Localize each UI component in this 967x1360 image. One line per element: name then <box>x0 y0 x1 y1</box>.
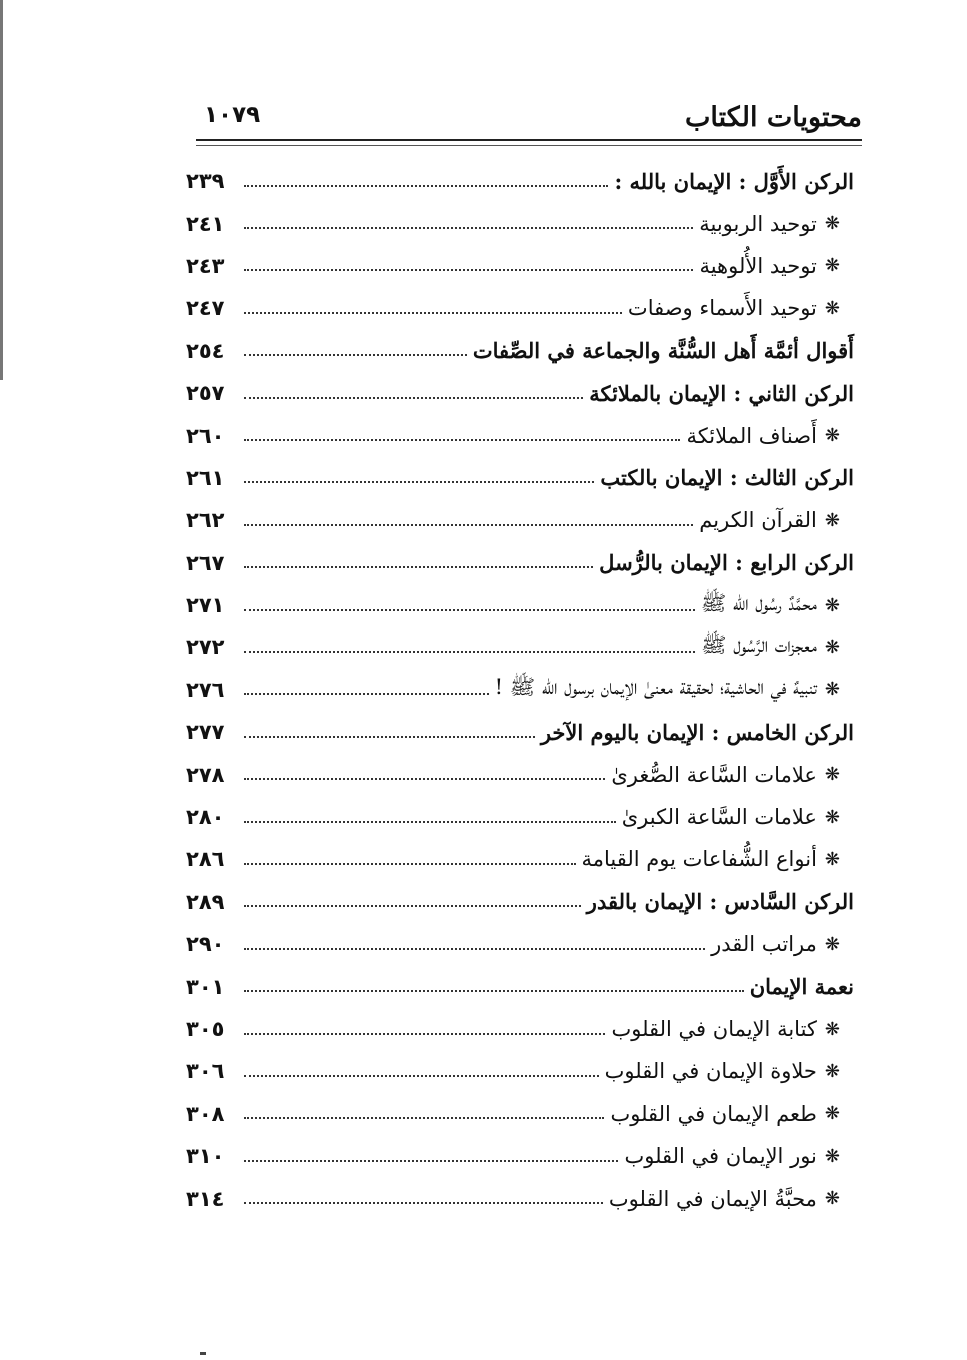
dot-leader <box>244 862 576 865</box>
toc-entry-title-text: مراتب القدر <box>711 932 817 957</box>
toc-entry-title-text: أَصناف الملائكة <box>686 423 817 448</box>
toc-entry-title-text: تنبيهٌ في الحاشية؛ لحقيقة معنىٰ الإيمان برسول الله ﷺ ! <box>494 675 817 700</box>
toc-entry-title-text: الركن الخامس : <box>704 719 854 745</box>
toc-entry-title-text: الركن السَّادس : <box>702 889 854 915</box>
toc-entry-title <box>541 720 854 745</box>
toc-entry <box>186 753 854 795</box>
toc-entry-title <box>624 1144 816 1168</box>
dot-leader <box>244 523 693 526</box>
toc-entry <box>186 923 854 965</box>
toc-entry-title <box>589 381 854 406</box>
dot-leader <box>244 226 693 229</box>
page-header <box>196 98 862 138</box>
toc-entry <box>186 330 854 372</box>
dot-leader <box>244 353 467 356</box>
toc-entry-title-text: حلاوة الإيمان في القلوب <box>604 1059 817 1084</box>
bullet-icon: ❋ <box>824 1188 840 1210</box>
toc-entry-page: ٢٤١ <box>186 211 225 236</box>
toc-entry-title <box>610 1102 816 1126</box>
toc-entry-title-text: علامات السَّاعة الصُّغرىٰ <box>611 762 817 787</box>
toc-entry-title-emphasis: الإيمان بالله <box>629 168 732 194</box>
dot-leader <box>244 608 695 611</box>
toc-entry <box>186 160 854 202</box>
toc-entry-title-text: طعم الإيمان في القلوب <box>610 1101 817 1126</box>
toc-entry-title <box>686 424 816 448</box>
toc-entry-page: ٢٥٧ <box>186 381 225 406</box>
toc-entry-title-emphasis: الإيمان بالملائكة <box>589 380 727 406</box>
table-of-contents <box>186 160 854 1220</box>
toc-entry-page: ٣١٠ <box>186 1144 225 1169</box>
dot-leader <box>244 820 616 823</box>
toc-entry-title-text: الركن الثاني : <box>726 380 854 406</box>
toc-entry-page: ٣٠٥ <box>186 1017 225 1041</box>
dot-leader <box>244 396 583 399</box>
toc-entry-title-text: محمَّدٌ رسُول الله ﷺ <box>700 590 817 615</box>
toc-entry-title-text: علامات السَّاعة الكبرىٰ <box>621 805 817 830</box>
toc-entry-title <box>711 932 817 956</box>
toc-entry-title-emphasis: نعمة الإيمان <box>749 974 854 1000</box>
dot-leader <box>244 268 693 271</box>
toc-entry-title-text: محبَّةُ الإيمان في القلوب <box>608 1186 817 1211</box>
toc-entry-page: ٢٦١ <box>186 465 225 490</box>
toc-entry <box>186 796 854 838</box>
toc-entry <box>186 626 854 668</box>
toc-entry <box>186 1093 854 1135</box>
toc-entry-title <box>628 296 817 320</box>
toc-entry-title-emphasis: الإيمان بالكتب <box>600 465 723 491</box>
toc-entry-title-emphasis: الإيمان بالقدر <box>586 889 703 915</box>
toc-entry <box>186 287 854 329</box>
toc-entry <box>186 881 854 923</box>
toc-entry <box>186 372 854 414</box>
toc-entry-title-text: نور الإيمان في القلوب <box>624 1144 817 1169</box>
bullet-icon: ❋ <box>824 636 840 658</box>
toc-entry-title-text: أَقوال أئمَّة أَهل السُّنَّة والجماعة في الصِّفات <box>472 338 854 364</box>
toc-entry-title-text: القرآن الكريم <box>699 508 817 533</box>
toc-entry-title <box>599 550 854 575</box>
toc-entry-title <box>609 1187 817 1211</box>
toc-entry-title <box>699 508 817 532</box>
bottom-mark <box>200 1352 206 1355</box>
toc-entry <box>186 1177 854 1219</box>
dot-leader <box>244 184 608 187</box>
toc-entry <box>186 457 854 499</box>
toc-entry-title-text: توحيد الربوبية <box>699 211 817 236</box>
bullet-icon: ❋ <box>824 1060 840 1082</box>
toc-entry-title-text: الركن الرابع : <box>727 550 854 576</box>
toc-entry <box>186 499 854 541</box>
toc-entry-title <box>600 465 854 490</box>
toc-entry-page: ٢٨٩ <box>186 889 225 914</box>
toc-entry-title-text: توحيد الأَسماء وصفات <box>627 296 817 321</box>
page-number: ١٠٧٩ <box>204 102 261 128</box>
bullet-icon: ❋ <box>824 1145 840 1167</box>
toc-entry-page: ٢٣٩ <box>186 169 225 194</box>
bullet-icon: ❋ <box>824 594 840 616</box>
running-title: محتويات الكتاب <box>685 102 862 133</box>
bullet-icon: ❋ <box>824 933 840 955</box>
toc-entry-title-emphasis: الإيمان بالرُّسل <box>599 550 728 576</box>
toc-entry <box>186 965 854 1007</box>
toc-entry-page: ٢٩٠ <box>186 932 225 957</box>
bullet-icon: ❋ <box>824 848 840 870</box>
toc-entry-page: ٢٧٦ <box>186 677 225 702</box>
toc-entry <box>186 1008 854 1050</box>
bullet-icon: ❋ <box>824 213 840 235</box>
dot-leader <box>244 438 680 441</box>
toc-entry <box>186 711 854 753</box>
toc-entry <box>186 1135 854 1177</box>
dot-leader <box>244 480 594 483</box>
toc-entry-title <box>582 847 817 871</box>
bullet-icon: ❋ <box>824 297 840 319</box>
toc-entry-title <box>611 1017 816 1041</box>
toc-entry-page: ٢٨٦ <box>186 847 225 872</box>
dot-leader <box>244 735 535 738</box>
toc-entry-page: ٢٦٧ <box>186 550 225 575</box>
dot-leader <box>244 777 605 780</box>
toc-entry-page: ٢٨٠ <box>186 805 225 830</box>
toc-entry-title <box>605 1059 817 1083</box>
toc-entry-title <box>701 590 817 621</box>
toc-entry-page: ٢٧٨ <box>186 762 225 787</box>
toc-entry-page: ٢٥٤ <box>186 338 225 363</box>
toc-entry-title <box>622 805 817 829</box>
toc-entry <box>186 414 854 456</box>
toc-entry <box>186 584 854 626</box>
toc-entry-title <box>473 338 854 363</box>
dot-leader <box>244 692 489 695</box>
toc-entry-page: ٢٧٢ <box>186 635 225 660</box>
bullet-icon: ❋ <box>824 679 840 701</box>
toc-entry <box>186 669 854 711</box>
toc-entry-title-suffix: : <box>614 168 630 194</box>
header-rule-thin <box>196 145 862 146</box>
dot-leader <box>244 311 622 314</box>
toc-entry-title-text: توحيد الأُلوهية <box>699 253 817 278</box>
toc-entry-title-text: كتابة الإيمان في القلوب <box>611 1017 817 1041</box>
dot-leader <box>244 989 744 992</box>
toc-entry-title <box>699 212 817 236</box>
toc-entry-title-text: معجزات الرَّسُول ﷺ <box>701 632 817 657</box>
toc-entry-title-emphasis: الإيمان باليوم الآخر <box>540 719 705 745</box>
toc-entry <box>186 542 854 584</box>
toc-entry-page: ٣٠٨ <box>186 1101 225 1126</box>
toc-entry-page: ٢٤٣ <box>186 253 225 278</box>
toc-entry-page: ٣٠٦ <box>186 1059 225 1084</box>
toc-entry <box>186 838 854 880</box>
bullet-icon: ❋ <box>824 1018 840 1040</box>
dot-leader <box>244 1201 603 1204</box>
toc-entry-title-text: أنواع الشُّفاعات يوم القيامة <box>581 847 817 872</box>
dot-leader <box>244 947 705 950</box>
header-rule <box>196 139 862 141</box>
dot-leader <box>244 650 695 653</box>
toc-entry-title <box>701 632 817 663</box>
toc-entry-page: ٢٦٠ <box>186 423 225 448</box>
toc-entry-title <box>495 674 817 705</box>
toc-entry-title <box>587 889 854 914</box>
bullet-icon: ❋ <box>824 806 840 828</box>
toc-entry-page: ٢٧١ <box>186 593 225 618</box>
toc-entry-page: ٢٦٢ <box>186 508 225 533</box>
toc-entry-page: ٢٧٧ <box>186 720 225 745</box>
toc-entry-page: ٢٤٧ <box>186 296 225 321</box>
toc-entry-page: ٣٠١ <box>186 974 225 999</box>
bullet-icon: ❋ <box>824 764 840 786</box>
toc-entry-title-text: الركن الثالث : <box>722 465 854 491</box>
dot-leader <box>244 565 593 568</box>
dot-leader <box>244 1116 604 1119</box>
bullet-icon: ❋ <box>824 255 840 277</box>
scan-edge <box>0 0 3 380</box>
bullet-icon: ❋ <box>824 425 840 447</box>
toc-entry-title <box>699 254 816 278</box>
dot-leader <box>244 1032 605 1035</box>
bullet-icon: ❋ <box>824 509 840 531</box>
toc-entry <box>186 202 854 244</box>
toc-entry-title <box>614 169 854 194</box>
toc-entry-page: ٣١٤ <box>186 1186 225 1211</box>
toc-entry-title-text: الركن الأَوَّل : <box>731 168 854 194</box>
dot-leader <box>244 1159 618 1162</box>
toc-entry-title <box>750 974 854 999</box>
toc-entry-title <box>611 763 817 787</box>
toc-entry <box>186 245 854 287</box>
dot-leader <box>244 1074 599 1077</box>
dot-leader <box>244 904 581 907</box>
toc-entry <box>186 1050 854 1092</box>
bullet-icon: ❋ <box>824 1103 840 1125</box>
